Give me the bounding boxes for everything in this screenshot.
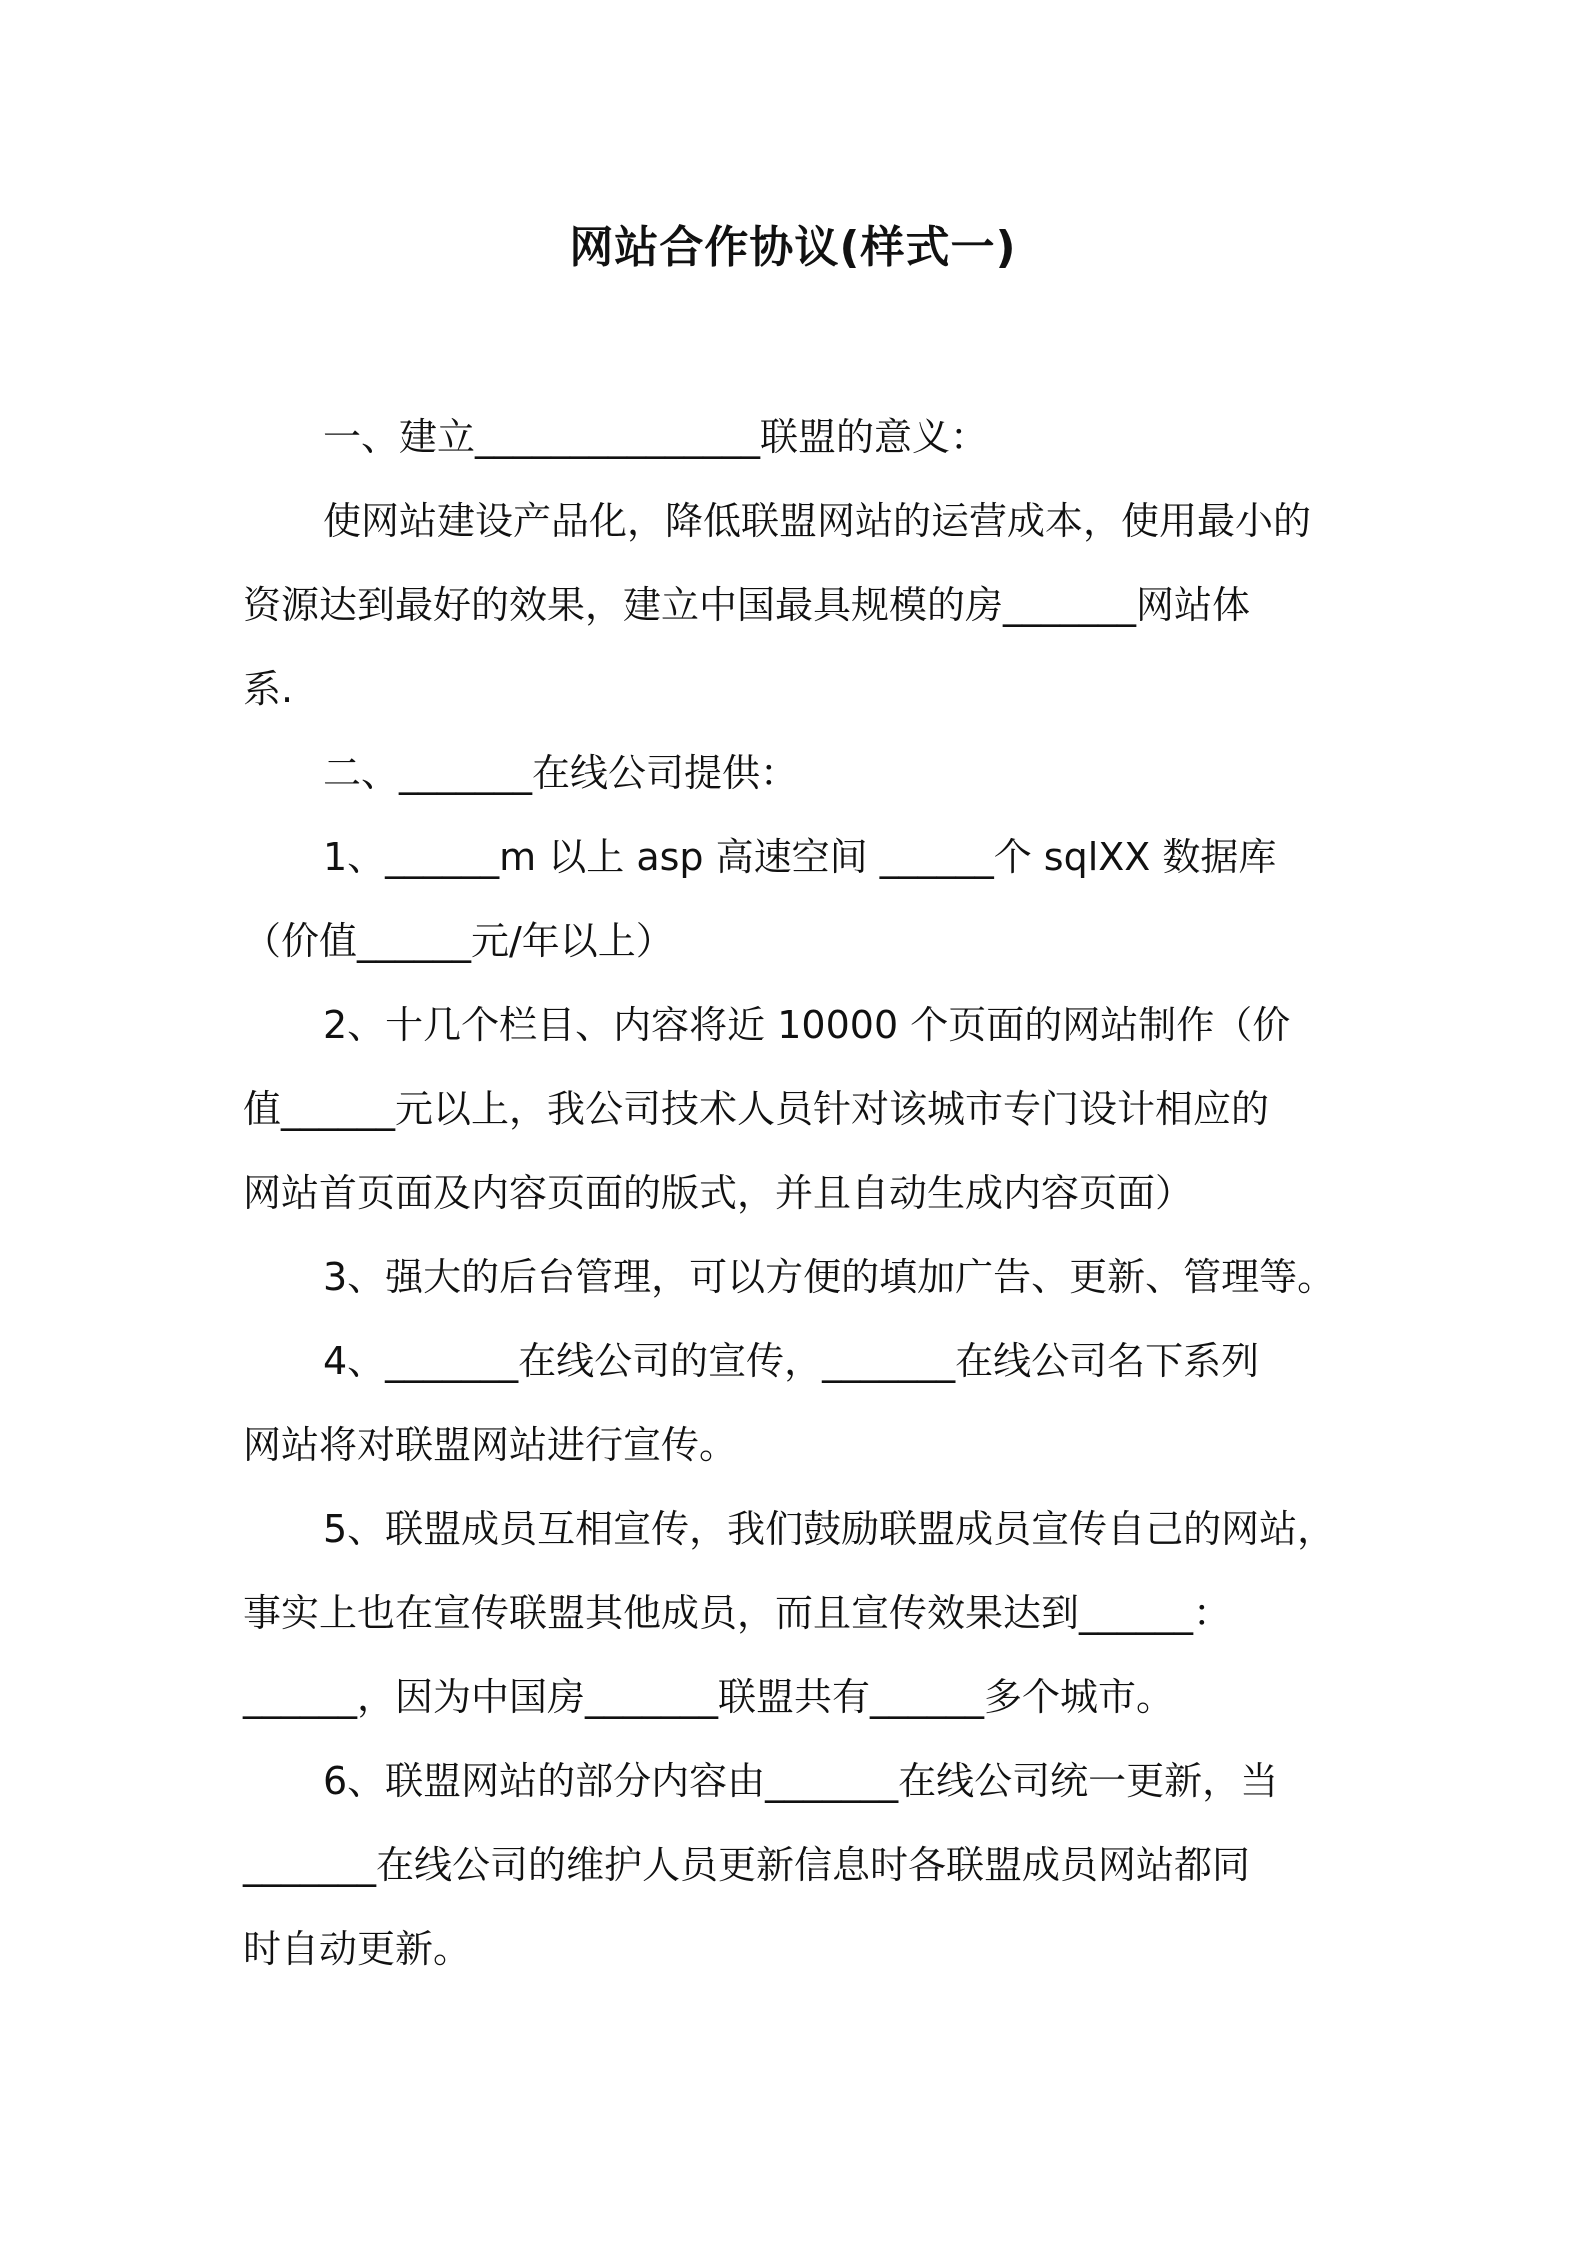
- paragraph-line: 网站将对联盟网站进行宣传。: [243, 1423, 738, 1467]
- list-item: 3、强大的后台管理，可以方便的填加广告、更新、管理等。: [323, 1255, 1336, 1299]
- document-title: 网站合作协议(样式一): [569, 222, 1017, 273]
- list-item: 2、十几个栏目、内容将近 10000 个页面的网站制作（价: [323, 1003, 1291, 1047]
- paragraph-line: 时自动更新。: [243, 1927, 472, 1971]
- paragraph-line: 事实上也在宣传联盟其他成员，而且宣传效果达到______：: [243, 1591, 1232, 1635]
- paragraph-line: _______在线公司的维护人员更新信息时各联盟成员网站都同: [243, 1843, 1251, 1887]
- list-item: 1、______m 以上 asp 高速空间 ______个 sqlXX 数据库: [323, 835, 1277, 879]
- paragraph-line: 使网站建设产品化，降低联盟网站的运营成本，使用最小的: [323, 499, 1312, 543]
- section-heading: 二、_______在线公司提供：: [323, 751, 799, 795]
- list-item: 5、联盟成员互相宣传，我们鼓励联盟成员宣传自己的网站，: [323, 1507, 1336, 1551]
- paragraph-line: ______，因为中国房_______联盟共有______多个城市。: [243, 1675, 1175, 1719]
- paragraph-line: 值______元以上，我公司技术人员针对该城市专门设计相应的: [243, 1087, 1270, 1131]
- paragraph-line: （价值______元/年以上）: [243, 919, 674, 963]
- section-heading: 一、建立_______________联盟的意义：: [323, 415, 989, 459]
- paragraph-line: 资源达到最好的效果，建立中国最具规模的房_______网站体: [243, 583, 1251, 627]
- list-item: 6、联盟网站的部分内容由_______在线公司统一更新，当: [323, 1759, 1279, 1803]
- paragraph-line: 系.: [243, 667, 294, 711]
- paragraph-line: 网站首页面及内容页面的版式，并且自动生成内容页面）: [243, 1171, 1194, 1215]
- list-item: 4、_______在线公司的宣传，_______在线公司名下系列: [323, 1339, 1260, 1383]
